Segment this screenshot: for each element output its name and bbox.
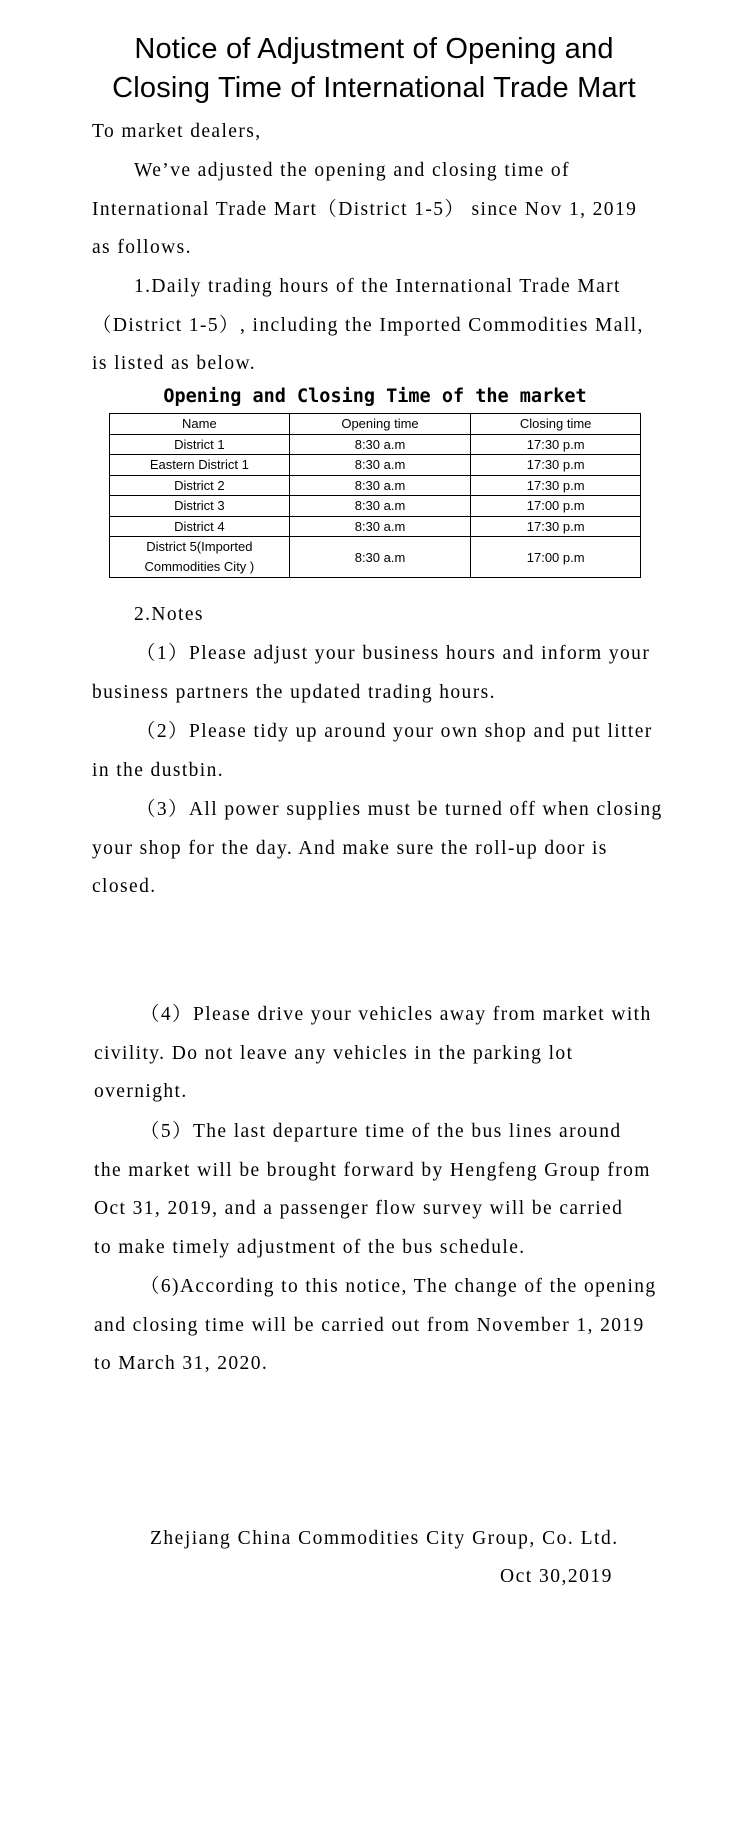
notes-heading-text: 2.Notes xyxy=(134,604,204,625)
note-1-line-2: business partners the updated trading hours. xyxy=(92,681,496,703)
salutation-text: To market dealers, xyxy=(92,121,262,142)
row-name: District 1 xyxy=(110,434,290,455)
note-6-line-3: to March 31, 2020. xyxy=(94,1353,269,1374)
intro-line-2: International Trade Mart（District 1-5） since Nov 1, 2019 xyxy=(92,198,638,220)
note-3-line-3: closed. xyxy=(92,876,157,897)
row-opening-time: 8:30 a.m xyxy=(289,496,471,517)
row-name: District 3 xyxy=(110,496,290,517)
row-opening-time: 8:30 a.m xyxy=(289,475,471,496)
intro-line-1: We’ve adjusted the opening and closing time of xyxy=(134,160,570,181)
note-1-line-1: （1）Please adjust your business hours and inform your xyxy=(136,643,651,664)
note-2 xyxy=(92,713,682,790)
trading-hours-table xyxy=(109,413,641,578)
note-3-line-1: （3）All power supplies must be turned off when closing xyxy=(136,799,663,820)
row-closing-time: 17:00 p.m xyxy=(471,496,641,517)
table-row xyxy=(110,496,641,517)
note-6-line-2: and closing time will be carried out from November 1, 2019 xyxy=(94,1314,645,1336)
item-1-paragraph xyxy=(92,268,682,384)
row-closing-time: 17:00 p.m xyxy=(471,537,641,578)
row-closing-time: 17:30 p.m xyxy=(471,516,641,537)
row-name: District 4 xyxy=(110,516,290,537)
table-title: Opening and Closing Time of the market xyxy=(163,386,587,407)
table-header-row xyxy=(110,414,641,435)
row-opening-time: 8:30 a.m xyxy=(289,434,471,455)
notes-heading xyxy=(92,596,682,635)
note-6 xyxy=(94,1268,684,1384)
salutation xyxy=(92,113,682,152)
note-1 xyxy=(92,635,682,712)
row-name: Eastern District 1 xyxy=(110,455,290,476)
signature-date: Oct 30,2019 xyxy=(500,1566,613,1587)
note-4-line-2: civility. Do not leave any vehicles in the parking lot xyxy=(94,1042,574,1064)
note-6-line-1: （6)According to this notice, The change of the opening xyxy=(140,1276,657,1297)
item-1-line-2: （District 1-5）, including the Imported Commodities Mall, xyxy=(92,314,644,336)
header-name: Name xyxy=(110,414,290,435)
row-name xyxy=(110,537,290,578)
note-2-line-1: （2）Please tidy up around your own shop and put litter xyxy=(136,721,653,742)
note-5-line-4: to make timely adjustment of the bus schedule. xyxy=(94,1236,526,1258)
note-4-line-3: overnight. xyxy=(94,1081,188,1102)
row-opening-time: 8:30 a.m xyxy=(289,537,471,578)
row-closing-time: 17:30 p.m xyxy=(471,455,641,476)
note-2-line-2: in the dustbin. xyxy=(92,759,225,781)
intro-line-3: as follows. xyxy=(92,237,192,258)
item-1-line-3: is listed as below. xyxy=(92,353,256,374)
table-row xyxy=(110,516,641,537)
table-row xyxy=(110,455,641,476)
table-row xyxy=(110,475,641,496)
item-1-line-1: 1.Daily trading hours of the International Trade Mart xyxy=(134,276,621,297)
note-4 xyxy=(94,996,684,1112)
header-closing-time: Closing time xyxy=(471,414,641,435)
row-closing-time: 17:30 p.m xyxy=(471,475,641,496)
title-line-1: Notice of Adjustment of Opening and xyxy=(134,33,614,65)
row-name: District 2 xyxy=(110,475,290,496)
note-3 xyxy=(92,791,682,907)
row-opening-time: 8:30 a.m xyxy=(289,455,471,476)
header-opening-time: Opening time xyxy=(289,414,471,435)
row-closing-time: 17:30 p.m xyxy=(471,434,641,455)
row-name-line-2: Commodities City ) xyxy=(144,559,255,574)
note-5-line-2: the market will be brought forward by Hengfeng Group from xyxy=(94,1159,651,1181)
note-5-line-1: （5）The last departure time of the bus lines around xyxy=(140,1121,622,1142)
row-opening-time: 8:30 a.m xyxy=(289,516,471,537)
table-row xyxy=(110,537,641,578)
note-4-line-1: （4）Please drive your vehicles away from market with xyxy=(140,1004,652,1025)
title-line-2: Closing Time of International Trade Mart xyxy=(112,72,636,104)
note-5 xyxy=(94,1113,684,1267)
table-row xyxy=(110,434,641,455)
intro-paragraph xyxy=(92,152,682,268)
note-5-line-3: Oct 31, 2019, and a passenger flow survey will be carried xyxy=(94,1198,624,1219)
note-3-line-2: your shop for the day. And make sure the roll-up door is xyxy=(92,837,608,859)
row-name-line-1: District 5(Imported xyxy=(146,539,253,554)
notice-title xyxy=(0,30,748,108)
signature-company: Zhejiang China Commodities City Group, Co. Ltd. xyxy=(150,1528,619,1549)
